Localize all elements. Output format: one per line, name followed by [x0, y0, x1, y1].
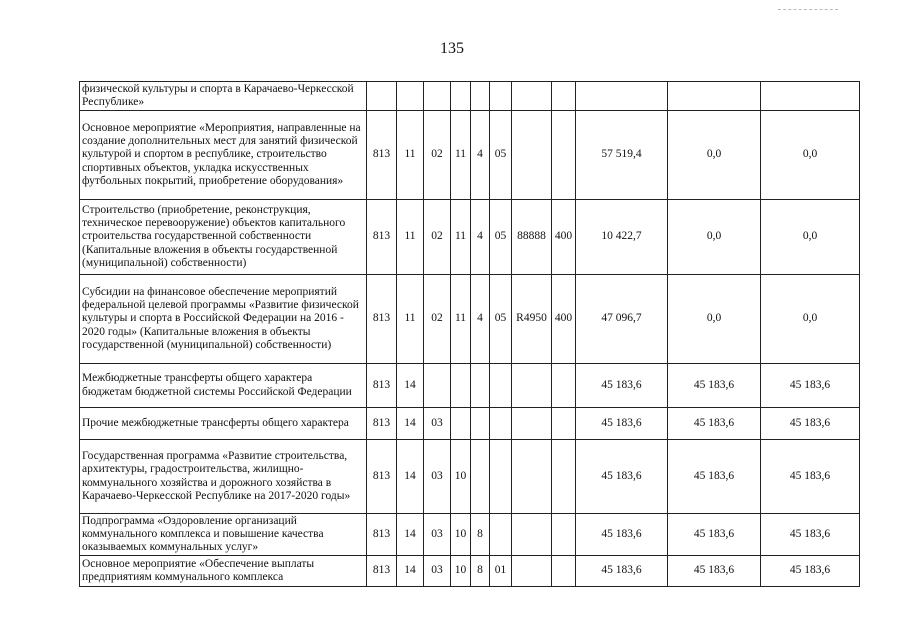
amount-year-3-cell: 45 183,6 [761, 556, 860, 587]
code-admin-cell: 813 [367, 111, 397, 200]
code-subprogram-cell: 8 [471, 514, 490, 556]
amount-year-1-cell: 57 519,4 [576, 111, 668, 200]
code-direction-cell [512, 408, 552, 440]
code-subprogram-cell: 4 [471, 200, 490, 275]
code-program-cell: 11 [451, 111, 471, 200]
code-subsection-cell: 02 [424, 275, 451, 364]
code-subprogram-cell: 8 [471, 556, 490, 587]
code-admin-cell: 813 [367, 556, 397, 587]
row-name-cell: Строительство (приобретение, реконструкция, техническое перевооружение) объектов капитального строительства государственной собственности (Капитальные вложения в объекты государственной (муниципальной) собственности) [80, 200, 367, 275]
code-expense-type-cell [552, 556, 576, 587]
amount-year-3-cell: 45 183,6 [761, 408, 860, 440]
row-name-cell: Межбюджетные трансферты общего характера бюджетам бюджетной системы Российской Федерации [80, 364, 367, 408]
row-name-cell: физической культуры и спорта в Карачаево-Черкесской Республике» [80, 82, 367, 111]
code-expense-type-cell: 400 [552, 275, 576, 364]
code-expense-type-cell: 400 [552, 200, 576, 275]
code-subsection-cell: 03 [424, 440, 451, 514]
code-admin-cell: 813 [367, 440, 397, 514]
table-row [80, 408, 860, 440]
code-subsection-cell: 02 [424, 200, 451, 275]
code-program-cell [451, 364, 471, 408]
amount-year-1-cell: 45 183,6 [576, 364, 668, 408]
amount-year-3-cell: 0,0 [761, 111, 860, 200]
amount-year-2-cell: 0,0 [668, 275, 761, 364]
table-row [80, 440, 860, 514]
code-event-cell [490, 440, 512, 514]
code-direction-cell [512, 556, 552, 587]
code-section-cell: 11 [397, 275, 424, 364]
code-admin-cell: 813 [367, 275, 397, 364]
code-direction-cell [512, 364, 552, 408]
code-program-cell: 10 [451, 514, 471, 556]
code-subprogram-cell [471, 82, 490, 111]
amount-year-2-cell: 45 183,6 [668, 514, 761, 556]
code-section-cell: 11 [397, 111, 424, 200]
code-subsection-cell: 03 [424, 408, 451, 440]
table-row [80, 364, 860, 408]
code-subprogram-cell [471, 440, 490, 514]
code-program-cell [451, 408, 471, 440]
code-section-cell [397, 82, 424, 111]
code-program-cell [451, 82, 471, 111]
amount-year-2-cell: 45 183,6 [668, 556, 761, 587]
amount-year-1-cell: 10 422,7 [576, 200, 668, 275]
amount-year-2-cell [668, 82, 761, 111]
code-subsection-cell: 02 [424, 111, 451, 200]
code-section-cell: 14 [397, 514, 424, 556]
table-row [80, 200, 860, 275]
code-expense-type-cell [552, 111, 576, 200]
code-section-cell: 14 [397, 440, 424, 514]
amount-year-1-cell: 45 183,6 [576, 408, 668, 440]
code-section-cell: 14 [397, 408, 424, 440]
amount-year-3-cell: 45 183,6 [761, 514, 860, 556]
amount-year-2-cell: 45 183,6 [668, 364, 761, 408]
budget-table-body [80, 82, 860, 587]
code-expense-type-cell [552, 364, 576, 408]
code-admin-cell: 813 [367, 364, 397, 408]
code-event-cell [490, 364, 512, 408]
amount-year-3-cell: 45 183,6 [761, 440, 860, 514]
code-subsection-cell: 03 [424, 514, 451, 556]
amount-year-2-cell: 0,0 [668, 200, 761, 275]
code-event-cell: 01 [490, 556, 512, 587]
code-subsection-cell [424, 364, 451, 408]
code-program-cell: 11 [451, 200, 471, 275]
code-subsection-cell: 03 [424, 556, 451, 587]
code-expense-type-cell [552, 82, 576, 111]
code-program-cell: 10 [451, 440, 471, 514]
code-section-cell: 11 [397, 200, 424, 275]
code-direction-cell [512, 82, 552, 111]
table-row [80, 556, 860, 587]
page-number: 135 [440, 40, 464, 57]
code-section-cell: 14 [397, 556, 424, 587]
code-event-cell: 05 [490, 200, 512, 275]
code-direction-cell: R4950 [512, 275, 552, 364]
code-event-cell [490, 82, 512, 111]
amount-year-3-cell [761, 82, 860, 111]
table-row [80, 82, 860, 111]
code-subsection-cell [424, 82, 451, 111]
code-admin-cell: 813 [367, 514, 397, 556]
amount-year-2-cell: 45 183,6 [668, 408, 761, 440]
code-subprogram-cell [471, 364, 490, 408]
table-row [80, 514, 860, 556]
row-name-cell: Субсидии на финансовое обеспечение мероприятий федеральной целевой программы «Развитие физической культуры и спорта в Российской Федерации на 2016 - 2020 годы» (Капитальные вложения в объекты государственной (муниципальной) собственности) [80, 275, 367, 364]
code-event-cell: 05 [490, 275, 512, 364]
code-direction-cell [512, 440, 552, 514]
code-direction-cell [512, 111, 552, 200]
table-row [80, 111, 860, 200]
table-row [80, 275, 860, 364]
code-admin-cell: 813 [367, 408, 397, 440]
row-name-cell: Государственная программа «Развитие строительства, архитектуры, градостроительства, жилищно-коммунального хозяйства и дорожного хозяйства в Карачаево-Черкесской Республике на 2017-2020 годы» [80, 440, 367, 514]
row-name-cell: Основное мероприятие «Мероприятия, направленные на создание дополнительных мест для занятий физической культурой и спортом в республике, строительство спортивных объектов, укладка искусственных футбольных покрытий, приобретение оборудования» [80, 111, 367, 200]
top-scan-line [778, 9, 838, 10]
amount-year-1-cell: 47 096,7 [576, 275, 668, 364]
code-event-cell: 05 [490, 111, 512, 200]
code-event-cell [490, 408, 512, 440]
amount-year-1-cell: 45 183,6 [576, 514, 668, 556]
amount-year-2-cell: 45 183,6 [668, 440, 761, 514]
amount-year-2-cell: 0,0 [668, 111, 761, 200]
amount-year-3-cell: 0,0 [761, 275, 860, 364]
code-section-cell: 14 [397, 364, 424, 408]
code-expense-type-cell [552, 440, 576, 514]
code-subprogram-cell [471, 408, 490, 440]
code-program-cell: 10 [451, 556, 471, 587]
code-expense-type-cell [552, 514, 576, 556]
code-direction-cell: 88888 [512, 200, 552, 275]
amount-year-3-cell: 45 183,6 [761, 364, 860, 408]
row-name-cell: Прочие межбюджетные трансферты общего характера [80, 408, 367, 440]
code-event-cell [490, 514, 512, 556]
code-admin-cell [367, 82, 397, 111]
code-subprogram-cell: 4 [471, 275, 490, 364]
code-subprogram-cell: 4 [471, 111, 490, 200]
row-name-cell: Подпрограмма «Оздоровление организаций коммунального комплекса и повышение качества оказываемых коммунальных услуг» [80, 514, 367, 556]
amount-year-1-cell: 45 183,6 [576, 440, 668, 514]
budget-table [79, 81, 860, 587]
amount-year-3-cell: 0,0 [761, 200, 860, 275]
row-name-cell: Основное мероприятие «Обеспечение выплаты предприятиям коммунального комплекса [80, 556, 367, 587]
amount-year-1-cell: 45 183,6 [576, 556, 668, 587]
code-program-cell: 11 [451, 275, 471, 364]
code-direction-cell [512, 514, 552, 556]
code-expense-type-cell [552, 408, 576, 440]
amount-year-1-cell [576, 82, 668, 111]
code-admin-cell: 813 [367, 200, 397, 275]
